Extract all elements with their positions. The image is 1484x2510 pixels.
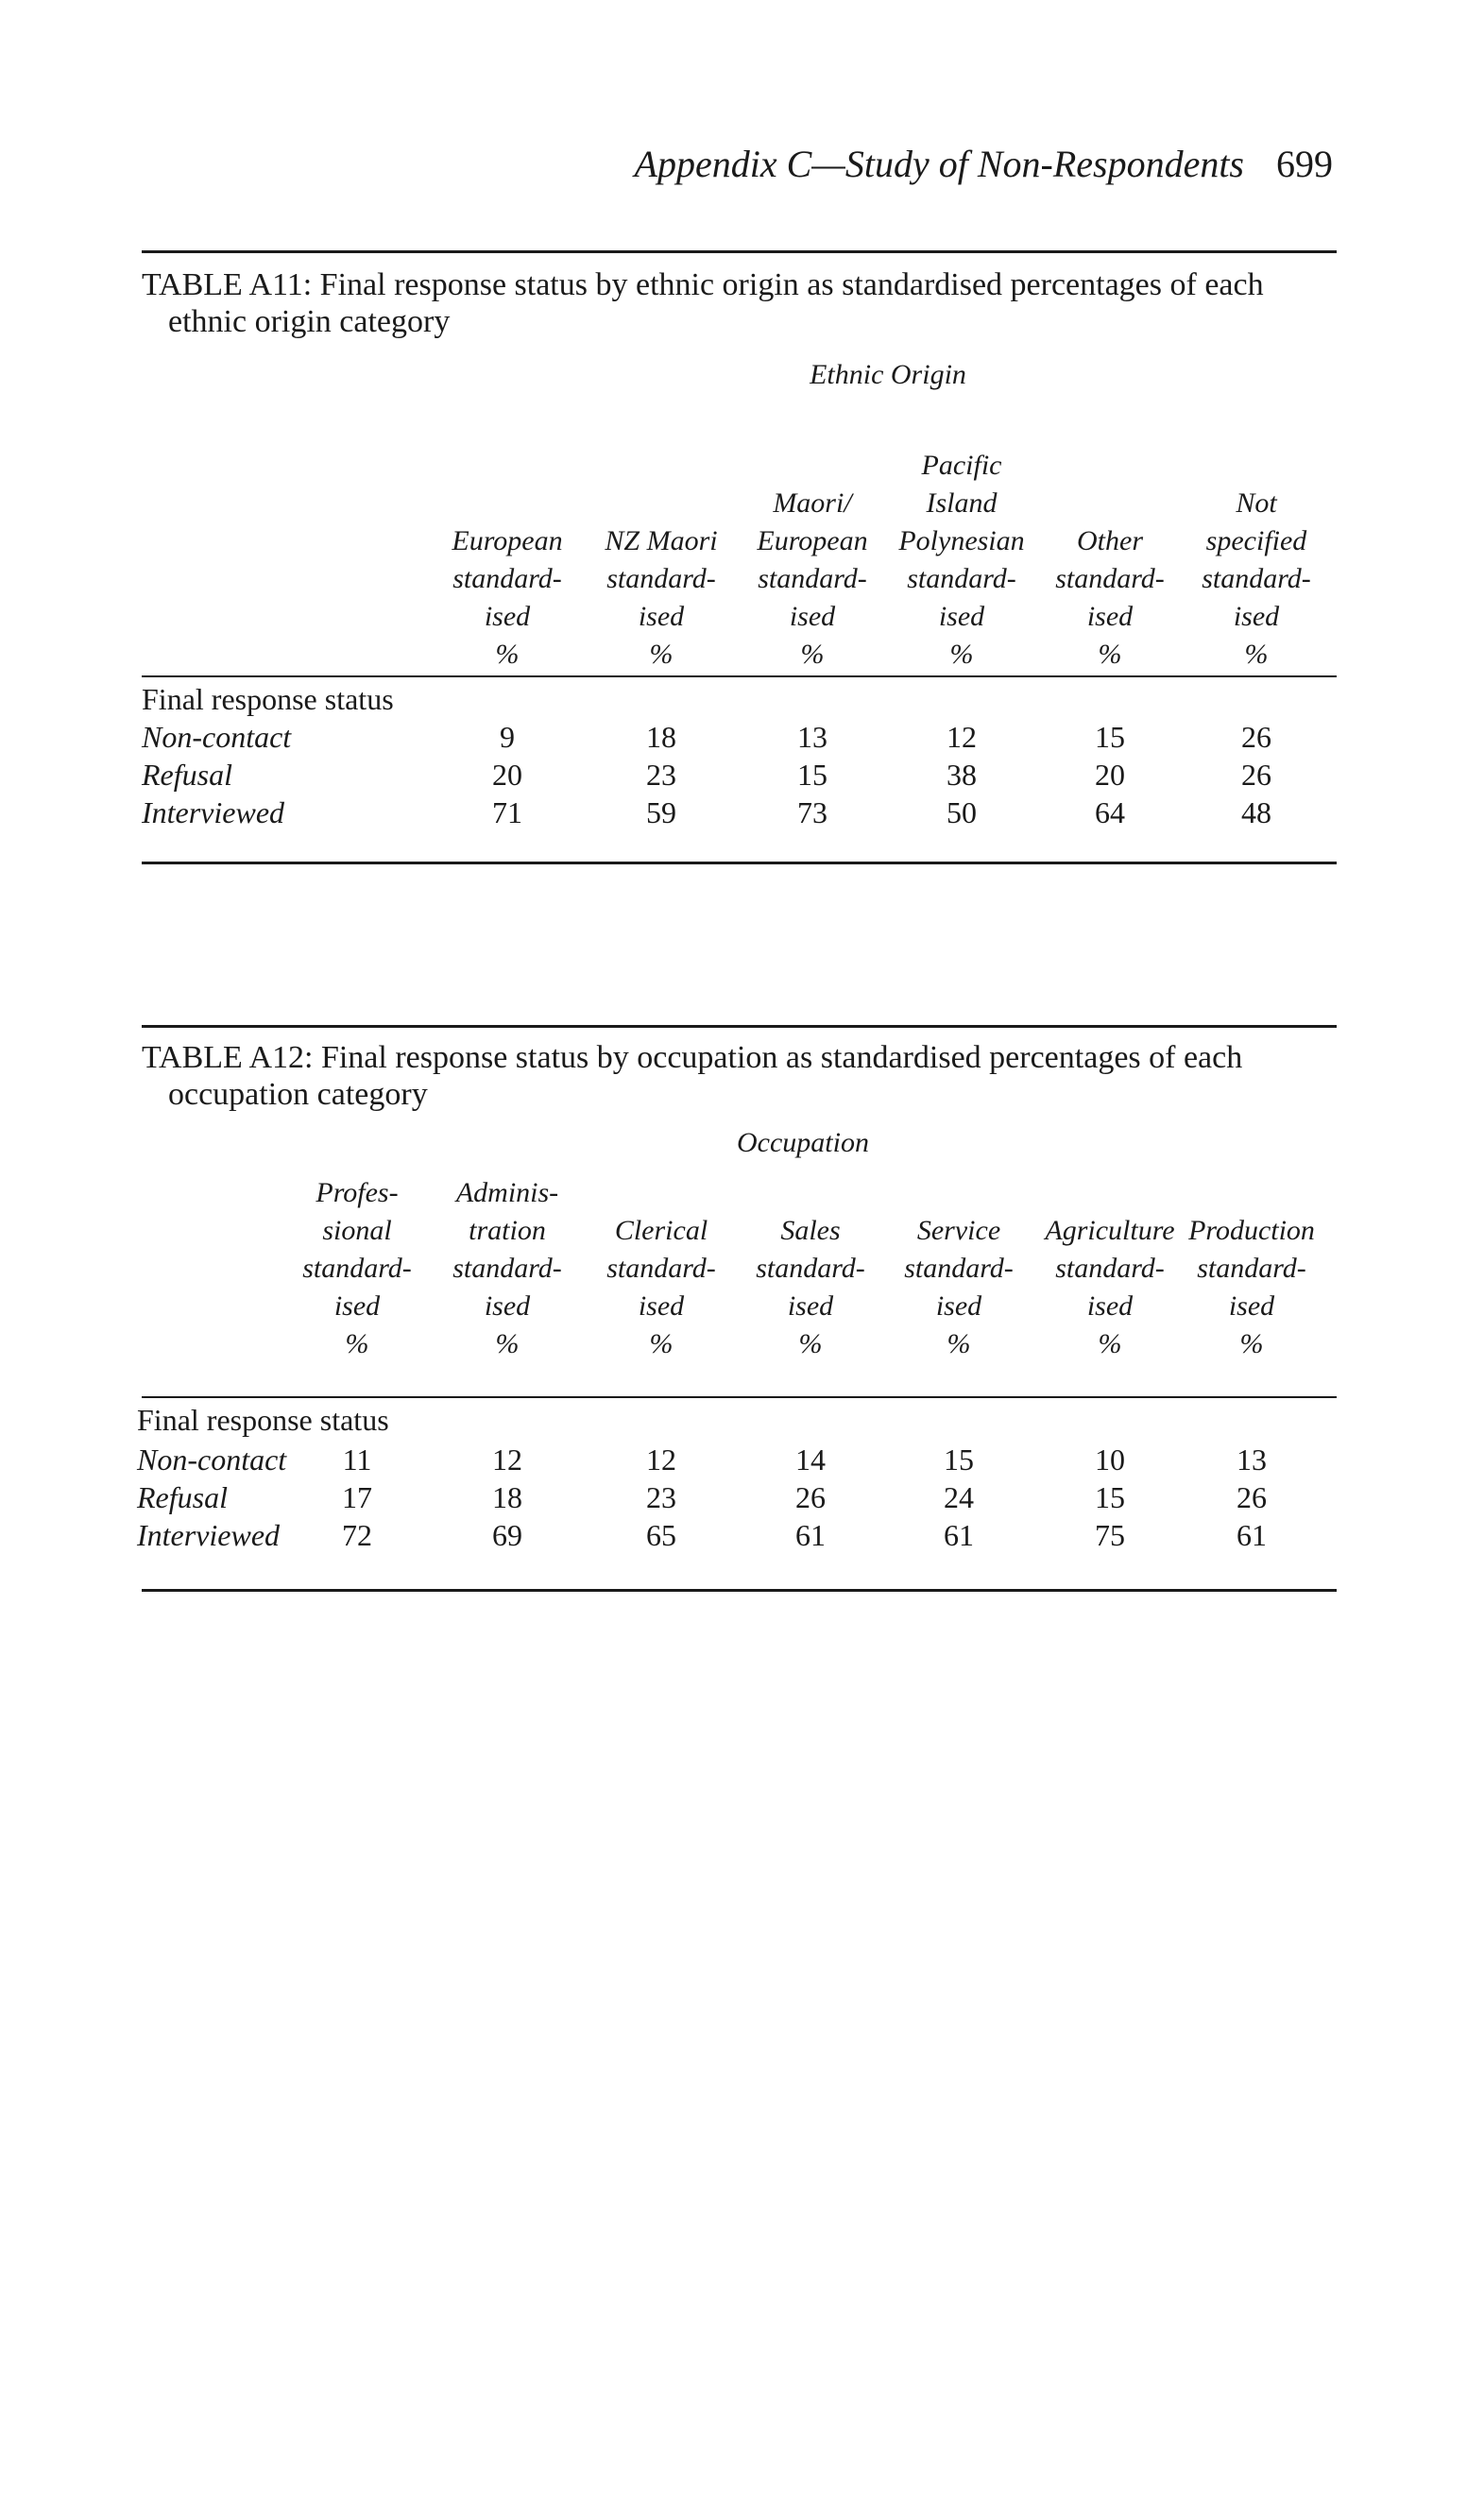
table-a11-col-header: Pacific Island Polynesian standard- ised % [898, 450, 1025, 670]
row-label: Interviewed [142, 795, 285, 829]
table-cell: 50 [947, 795, 977, 829]
table-a12-col-header: Clerical standard- ised % [606, 1215, 716, 1359]
table-a12-caption-line2: occupation category [168, 1077, 428, 1112]
table-cell: 64 [1095, 795, 1125, 829]
table-cell: 12 [492, 1443, 522, 1477]
table-cell: 13 [1237, 1443, 1267, 1477]
row-label: Non-contact [142, 720, 292, 754]
table-a11-top-rule [142, 250, 1337, 253]
table-cell: 26 [1237, 1480, 1267, 1514]
table-cell: 23 [646, 1480, 676, 1514]
table-cell: 10 [1095, 1443, 1125, 1477]
table-cell: 18 [492, 1480, 522, 1514]
table-cell: 20 [492, 758, 522, 792]
table-a12-col-header: Production standard- ised % [1188, 1215, 1315, 1359]
table-cell: 23 [646, 758, 676, 792]
table-cell: 26 [1241, 758, 1271, 792]
table-cell: 20 [1095, 758, 1125, 792]
table-a11-col-header: NZ Maori standard- ised % [605, 525, 718, 670]
table-cell: 9 [500, 720, 515, 754]
table-cell: 73 [797, 795, 827, 829]
table-cell: 15 [1095, 1480, 1125, 1514]
table-cell: 71 [492, 795, 522, 829]
row-label: Interviewed [137, 1518, 281, 1552]
row-label: Refusal [137, 1480, 228, 1514]
table-a11-col-header: European standard- ised % [452, 525, 563, 670]
table-cell: 69 [492, 1518, 522, 1552]
table-a12-top-rule [142, 1025, 1337, 1028]
table-cell: 13 [797, 720, 827, 754]
table-cell: 12 [947, 720, 977, 754]
table-a11-header-rule [142, 675, 1337, 677]
table-cell: 17 [342, 1480, 372, 1514]
table-cell: 11 [342, 1443, 372, 1477]
table-a11-col-header: Not specified standard- ised % [1202, 487, 1311, 670]
table-a12-col-header: Adminis- tration standard- ised % [452, 1177, 562, 1359]
row-label: Non-contact [137, 1443, 287, 1477]
table-cell: 75 [1095, 1518, 1125, 1552]
table-cell: 61 [944, 1518, 974, 1552]
table-cell: 38 [947, 758, 977, 792]
table-cell: 59 [646, 795, 676, 829]
table-cell: 14 [795, 1443, 826, 1477]
running-head [635, 142, 1333, 186]
table-cell: 26 [795, 1480, 826, 1514]
table-a11-caption-line2: ethnic origin category [168, 304, 451, 339]
table-a11-bottom-rule [142, 862, 1337, 864]
table-a12-col-header: Service standard- ised % [904, 1215, 1014, 1359]
page-number: 699 [1276, 143, 1333, 185]
table-a12-group-heading: Occupation [737, 1127, 869, 1158]
table-cell: 72 [342, 1518, 372, 1552]
table-cell: 15 [797, 758, 827, 792]
row-label: Refusal [142, 758, 232, 792]
table-a12-header-rule [142, 1396, 1337, 1398]
running-head-title: Appendix C—Study of Non-Respondents [634, 143, 1244, 185]
table-a11-section-label: Final response status [142, 682, 394, 716]
table-a11-caption-line1: TABLE A11: Final response status by ethnic origin as standardised percentages of each [142, 267, 1264, 302]
table-cell: 61 [1237, 1518, 1267, 1552]
table-a11-col-header: Maori/ European standard- ised % [757, 487, 868, 670]
table-a12-bottom-rule [142, 1589, 1337, 1592]
table-a12-section-label: Final response status [137, 1403, 389, 1437]
table-a11-col-header: Other standard- ised % [1055, 525, 1165, 670]
table-cell: 48 [1241, 795, 1271, 829]
table-cell: 12 [646, 1443, 676, 1477]
table-a11-caption [142, 266, 1341, 340]
table-cell: 61 [795, 1518, 826, 1552]
table-a12-col-header: Profes- sional standard- ised % [302, 1177, 412, 1359]
table-a12-col-header: Sales standard- ised % [756, 1215, 865, 1359]
table-a12-caption-line1: TABLE A12: Final response status by occupation as standardised percentages of each [142, 1040, 1243, 1075]
table-a12-col-header: Agriculture standard- ised % [1045, 1215, 1175, 1359]
table-cell: 65 [646, 1518, 676, 1552]
table-a11-group-heading: Ethnic Origin [810, 359, 966, 390]
table-a12-caption [142, 1039, 1341, 1113]
table-cell: 26 [1241, 720, 1271, 754]
table-cell: 15 [1095, 720, 1125, 754]
table-cell: 18 [646, 720, 676, 754]
table-cell: 24 [944, 1480, 974, 1514]
table-cell: 15 [944, 1443, 974, 1477]
